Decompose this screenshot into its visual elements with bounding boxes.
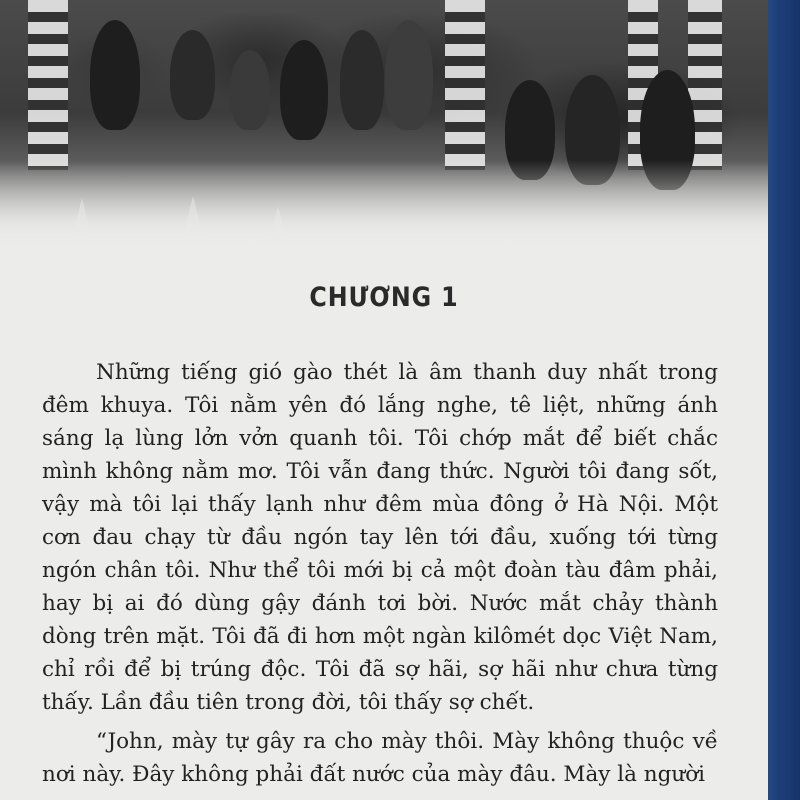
group-photo [0,0,768,250]
person-silhouette [340,30,384,130]
paragraph: “John, mày tự gây ra cho mày thôi. Mày không thuộc về nơi này. Đây không phải đất nước của mày đâu. Mày là người [42,729,718,787]
person-silhouette [280,40,328,140]
person-silhouette [90,20,140,130]
chapter-body [42,356,718,791]
decorated-pillar [445,0,485,170]
person-silhouette [230,50,270,130]
decorated-pillar [28,0,68,170]
chapter-title: CHƯƠNG 1 [309,282,459,313]
person-silhouette [170,30,215,120]
photo-fade [0,160,768,250]
paragraph: Những tiếng gió gào thét là âm thanh duy nhất trong đêm khuya. Tôi nằm yên đó lắng nghe, tê liệt, những ánh sáng lạ lùng lởn vởn quanh tôi. Tôi chớp mắt để biết chắc mình không nằm mơ. Tôi vẫn đang thức. Người tôi đang sốt, vậy mà tôi lại thấy lạnh như đêm mùa đông ở Hà Nội. Một cơn đau chạy từ đầu ngón tay lên tới đầu, xuống tới từng ngón chân tôi. Như thể tôi mới bị cả một đoàn tàu đâm phải, hay bị ai đó dùng gậy đánh tơi bời. Nước mắt chảy thành dòng trên mặt. Tôi đã đi hơn một ngàn kilômét dọc Việt Nam, chỉ rồi để bị trúng độc. Tôi đã sợ hãi, sợ hãi như chưa từng thấy. Lần đầu tiên trong đời, tôi thấy sợ chết. [42,360,718,715]
person-silhouette [385,20,433,130]
